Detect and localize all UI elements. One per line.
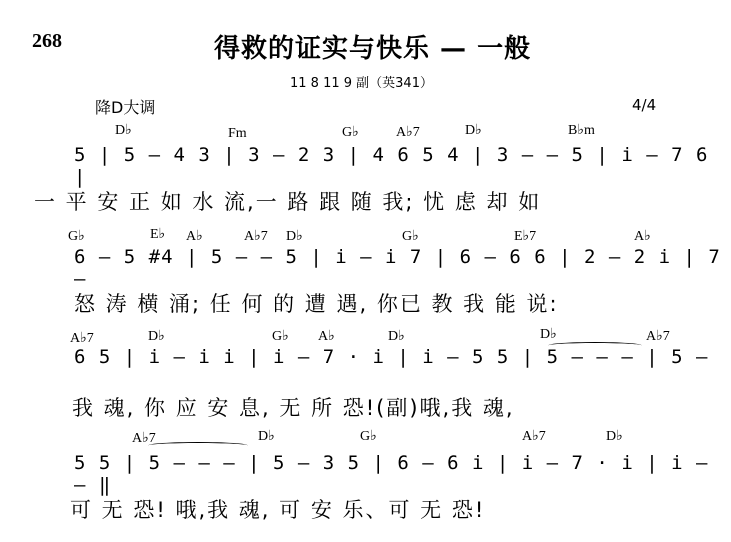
meter-line: 11 8 11 9 副（英341）: [290, 76, 433, 91]
time-signature: 4/4: [632, 96, 657, 114]
key-signature: 降D大调: [95, 98, 156, 117]
chord: A♭: [186, 229, 203, 244]
chord: A♭: [634, 229, 651, 244]
lyrics-line: 一 平 安 正 如 水 流,一 路 跟 随 我; 忧 虑 却 如: [34, 190, 542, 214]
chord: A♭7: [646, 329, 670, 344]
notation-line: 6 5 | i — i i | i — 7 · i | i — 5 5 | 5 — — — | 5 —: [74, 346, 709, 368]
chord: E♭: [150, 227, 166, 242]
chord: D♭: [465, 123, 482, 138]
chord: D♭: [388, 329, 405, 344]
hymn-title: 得救的证实与快乐 — 一般: [214, 34, 532, 64]
lyrics-line: 可 无 恐! 哦,我 魂, 可 安 乐、可 无 恐!: [70, 498, 486, 522]
chord: D♭: [115, 123, 132, 138]
chord: A♭7: [522, 429, 546, 444]
music-system-4: [0, 426, 731, 526]
notation-line: 5 5 | 5 — — — | 5 — 3 5 | 6 — 6 i | i — 7 · i | i — — ‖: [74, 452, 709, 496]
chord: E♭7: [514, 229, 537, 244]
lyrics-line: 怒 涛 横 涌; 任 何 的 遭 遇, 你已 教 我 能 说:: [74, 292, 559, 316]
chord: D♭: [286, 229, 303, 244]
chord: Fm: [228, 126, 247, 141]
chord: G♭: [402, 229, 419, 244]
chord: A♭7: [244, 229, 268, 244]
tie-mark: [148, 442, 248, 449]
chord: G♭: [68, 229, 85, 244]
chord: D♭: [606, 429, 623, 444]
hymn-number: 268: [32, 30, 62, 52]
lyrics-line: 我 魂, 你 应 安 息, 无 所 恐!(副)哦,我 魂,: [72, 396, 515, 420]
music-system-1: [0, 120, 731, 214]
chord: B♭m: [568, 123, 595, 138]
chord: D♭: [148, 329, 165, 344]
chord: D♭: [258, 429, 275, 444]
chord: A♭7: [132, 431, 156, 446]
chord: A♭7: [70, 331, 94, 346]
notation-line: 6 — 5 #4 | 5 — — 5 | i — i 7 | 6 — 6 6 | 2 — 2 i | 7 —: [74, 246, 721, 290]
chord: G♭: [342, 125, 359, 140]
notation-line: 5 | 5 — 4 3 | 3 — 2 3 | 4 6 5 4 | 3 — — 5 | i — 7 6 |: [74, 144, 709, 188]
chord: G♭: [360, 429, 377, 444]
chord: G♭: [272, 329, 289, 344]
chord: A♭: [318, 329, 335, 344]
music-system-3: [0, 326, 731, 420]
chord: A♭7: [396, 125, 420, 140]
chord: D♭: [540, 327, 557, 342]
music-system-2: [0, 226, 731, 316]
